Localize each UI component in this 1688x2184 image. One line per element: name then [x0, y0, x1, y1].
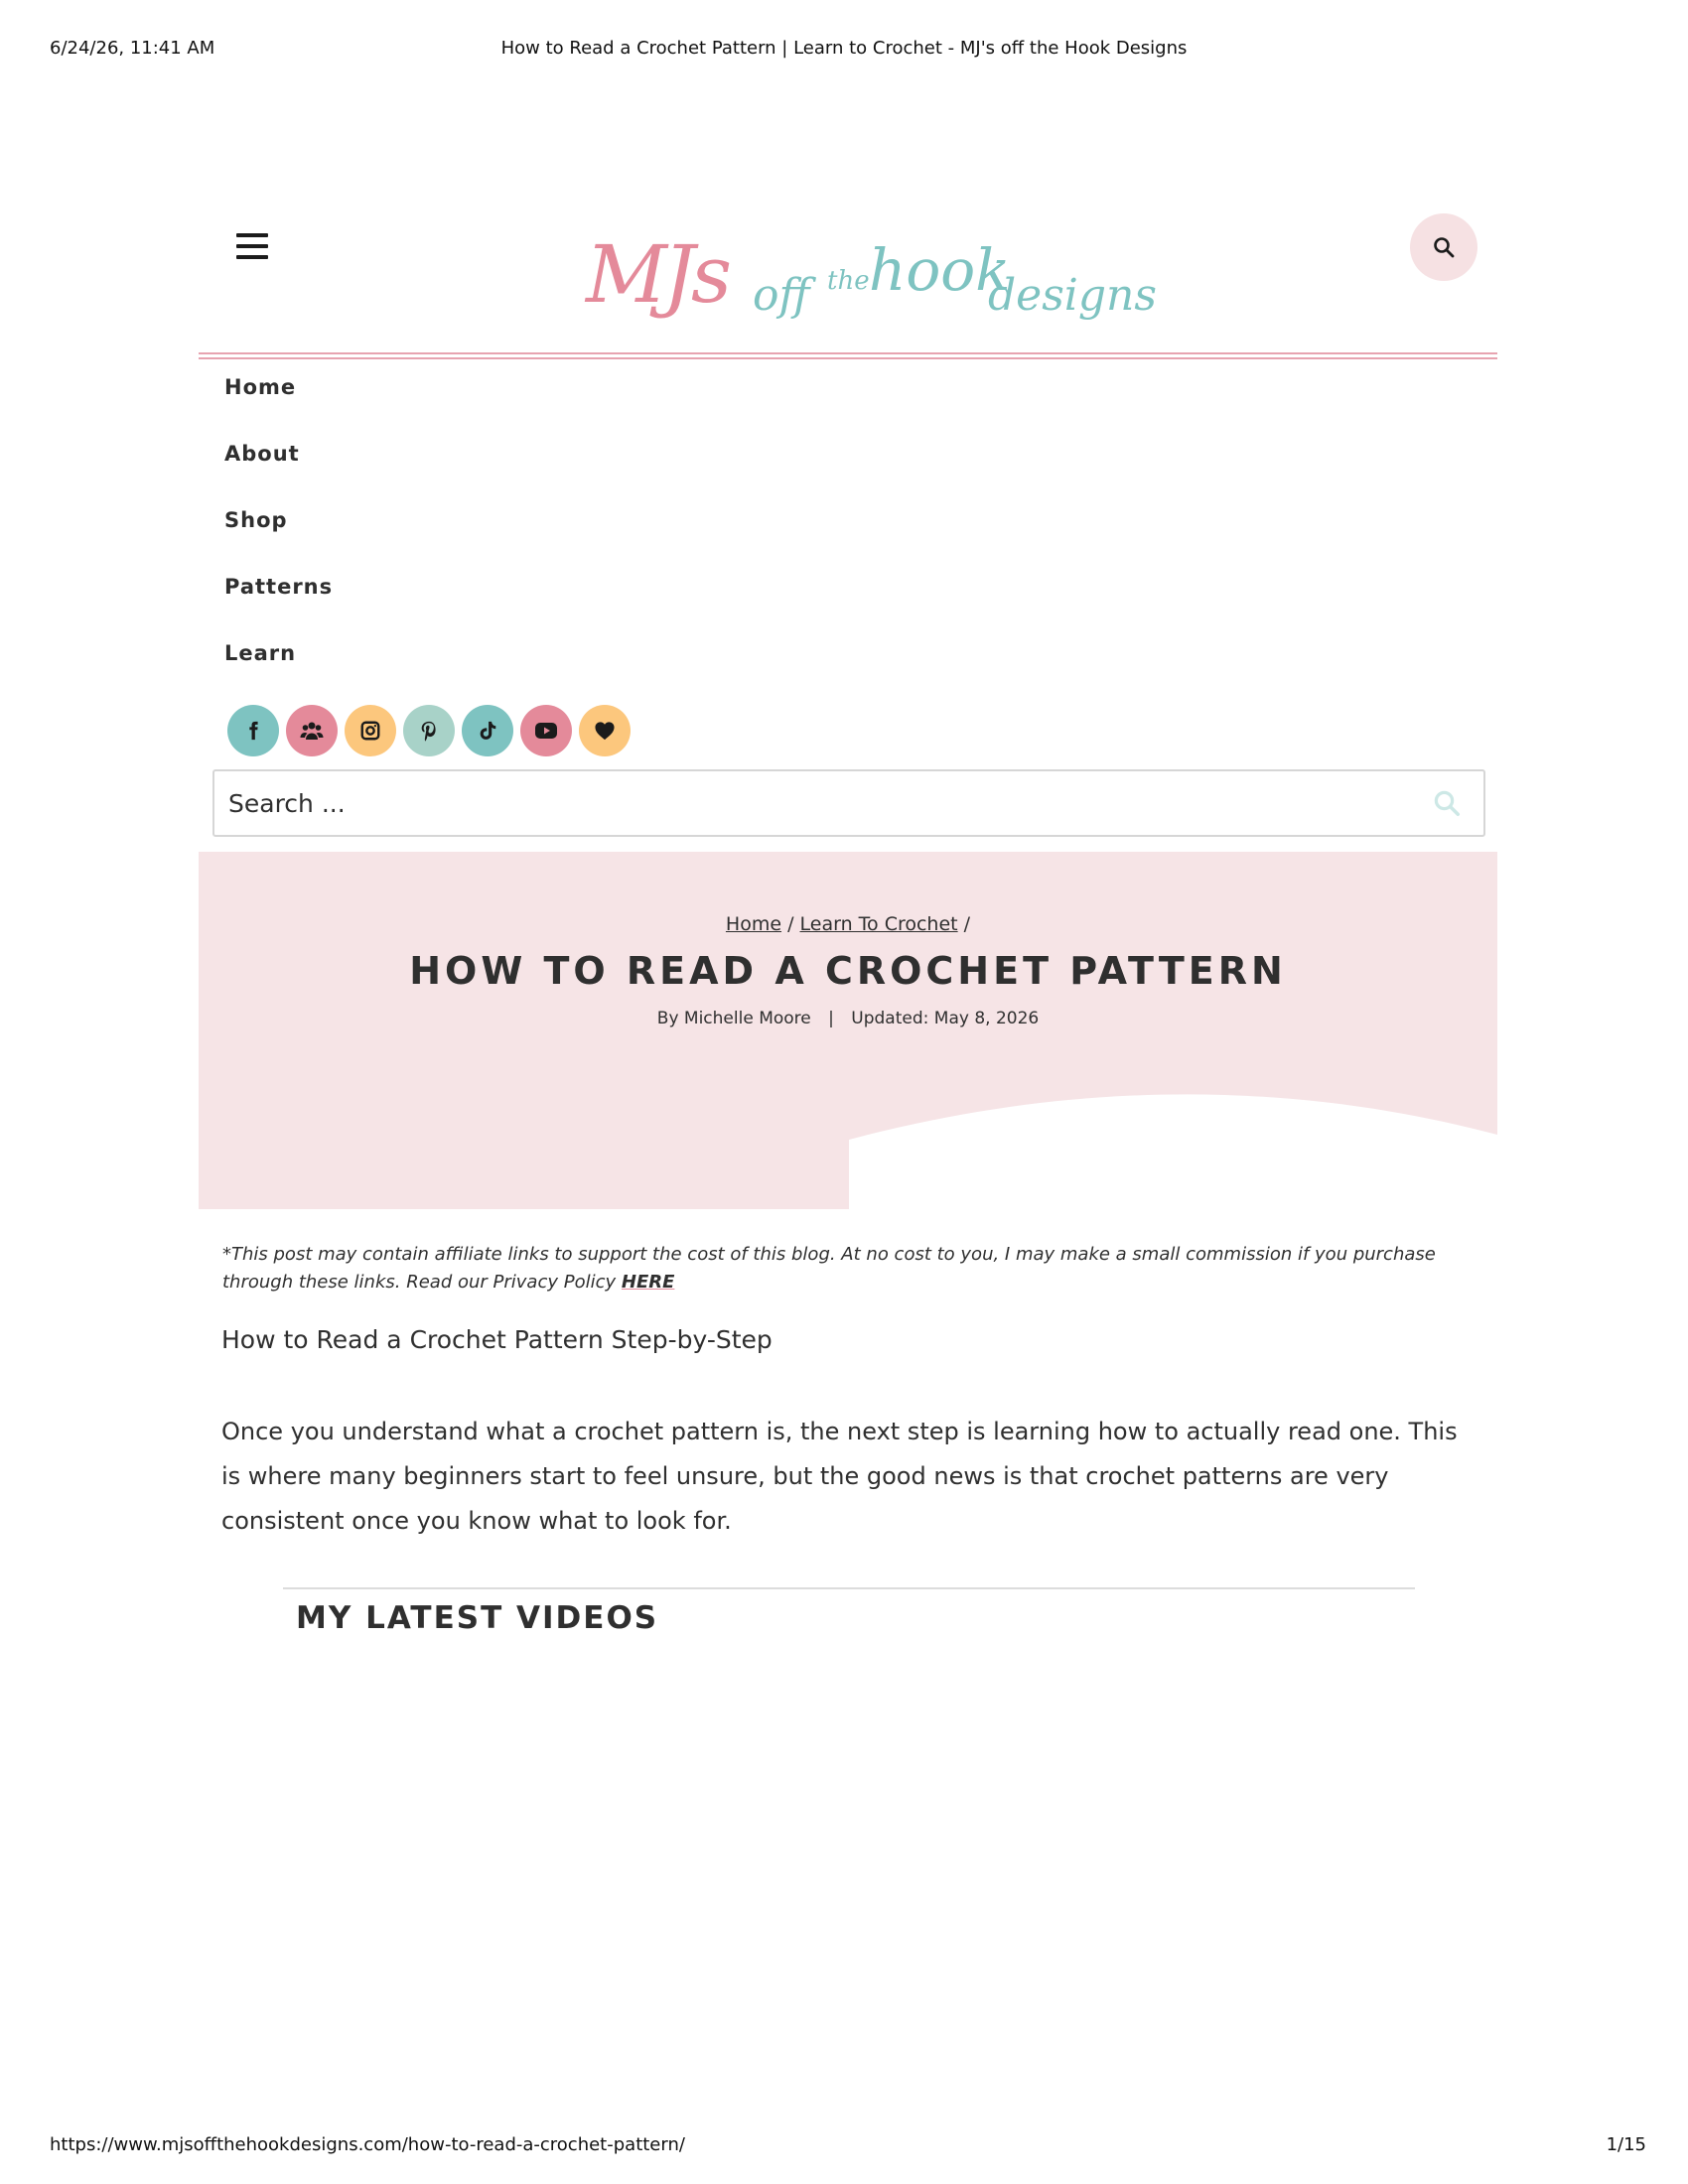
- search-icon: [1432, 235, 1456, 259]
- latest-videos-heading: MY LATEST VIDEOS: [296, 1600, 659, 1636]
- post-updated-date: Updated: May 8, 2026: [851, 1009, 1040, 1028]
- facebook-icon[interactable]: [227, 705, 279, 756]
- site-header: [199, 199, 1497, 357]
- search-form: [212, 769, 1485, 837]
- videos-divider: [283, 1587, 1415, 1589]
- nav-item-about[interactable]: About: [224, 442, 300, 466]
- youtube-icon[interactable]: [520, 705, 572, 756]
- main-nav: [224, 375, 333, 708]
- nav-item-home[interactable]: Home: [224, 375, 297, 399]
- social-links: [227, 705, 631, 756]
- search-input[interactable]: [214, 771, 1406, 835]
- logo-mjs: MJs: [586, 228, 729, 321]
- post-author[interactable]: By Michelle Moore: [656, 1009, 811, 1028]
- meta-separator: |: [828, 1009, 834, 1028]
- print-url: https://www.mjsoffthehookdesigns.com/how-to-read-a-crochet-pattern/: [50, 2134, 685, 2155]
- post-hero: [199, 852, 1497, 1209]
- breadcrumb-learn-to-crochet[interactable]: Learn To Crochet: [799, 913, 958, 935]
- breadcrumb-separator: /: [957, 913, 971, 935]
- search-submit-icon[interactable]: [1432, 788, 1462, 818]
- post-subheading: How to Read a Crochet Pattern Step-by-Step: [221, 1325, 773, 1354]
- privacy-policy-link[interactable]: HERE: [621, 1272, 675, 1293]
- nav-item-learn[interactable]: Learn: [224, 641, 297, 665]
- breadcrumb: [199, 913, 1497, 935]
- breadcrumb-separator: /: [781, 913, 800, 935]
- print-page-number: 1/15: [1606, 2134, 1646, 2155]
- pinterest-icon[interactable]: [403, 705, 455, 756]
- menu-icon[interactable]: [236, 233, 268, 263]
- group-icon[interactable]: [286, 705, 338, 756]
- header-search-button[interactable]: [1410, 213, 1477, 281]
- print-header: [0, 0, 1688, 89]
- header-divider: [199, 352, 1497, 359]
- logo-designs: designs: [988, 270, 1157, 321]
- affiliate-disclaimer: [222, 1241, 1483, 1297]
- heart-icon[interactable]: [579, 705, 631, 756]
- disclaimer-text: *This post may contain affiliate links to support the cost of this blog. At no cost to you, I may make a small commission if you purchase through these links. Read our Privacy Policy: [222, 1244, 1436, 1293]
- nav-item-patterns[interactable]: Patterns: [224, 575, 334, 599]
- breadcrumb-home[interactable]: Home: [725, 913, 782, 935]
- post-meta: [199, 1009, 1497, 1028]
- instagram-icon[interactable]: [345, 705, 396, 756]
- print-date: 6/24/26, 11:41 AM: [50, 38, 215, 59]
- nav-item-shop[interactable]: Shop: [224, 508, 288, 532]
- logo-hook: hook: [869, 236, 1011, 304]
- logo-off: off: [753, 270, 810, 321]
- tiktok-icon[interactable]: [462, 705, 513, 756]
- print-page-title: How to Read a Crochet Pattern | Learn to Crochet - MJ's off the Hook Designs: [500, 38, 1188, 59]
- intro-paragraph: Once you understand what a crochet pattern is, the next step is learning how to actually read one. This is where many beginners start to feel unsure, but the good news is that crochet patterns are very consistent once you know what to look for.: [221, 1418, 1458, 1535]
- logo-the: the: [827, 266, 870, 296]
- site-logo[interactable]: [586, 218, 1157, 338]
- hero-wave-decoration: [199, 852, 1497, 1209]
- page-title: HOW TO READ A CROCHET PATTERN: [409, 949, 1287, 993]
